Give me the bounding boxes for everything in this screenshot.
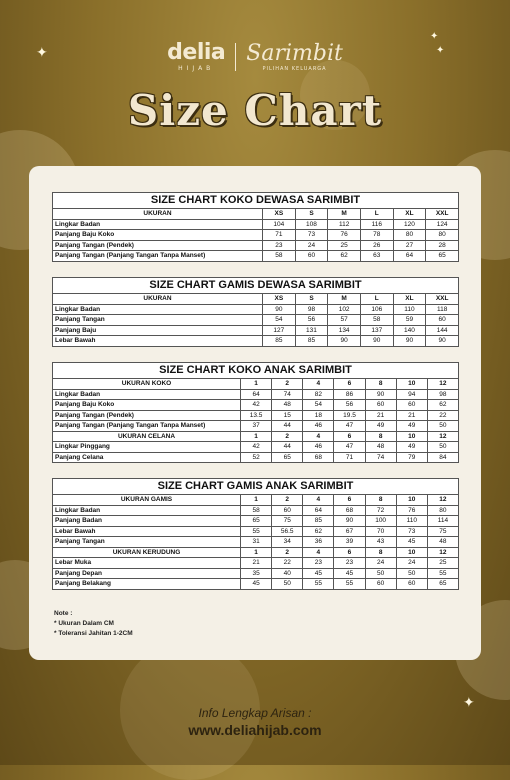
table-cell: 62 [427,400,458,411]
table-cell: 60 [272,505,303,516]
table-cell: 90 [328,336,361,347]
table-row [53,568,459,579]
table-cell: 43 [365,537,396,548]
table-header-row [53,495,459,506]
table-header-row [53,379,459,390]
table-title: SIZE CHART KOKO ANAK SARIMBIT [52,362,459,378]
table-header-cell: M [328,209,361,220]
table-header-cell: M [328,294,361,305]
table-header-cell: 10 [396,431,427,442]
row-label: Lebar Bawah [53,526,241,537]
row-label: Lingkar Pinggang [53,442,241,453]
table-header-cell: UKURAN [53,209,263,220]
table-cell: 75 [427,526,458,537]
table-header-cell: UKURAN KOKO [53,379,241,390]
table-cell: 59 [393,315,426,326]
size-table [52,378,459,463]
table-cell: 90 [365,389,396,400]
table-cell: 80 [427,505,458,516]
table-header-cell: XS [263,209,296,220]
table-header-cell: 2 [272,547,303,558]
table-cell: 70 [365,526,396,537]
table-cell: 110 [393,304,426,315]
row-label: Panjang Depan [53,568,241,579]
table-cell: 58 [241,505,272,516]
table-cell: 98 [427,389,458,400]
table-cell: 65 [272,452,303,463]
table-cell: 24 [365,558,396,569]
table-cell: 140 [393,325,426,336]
row-label: Lingkar Badan [53,304,263,315]
table-cell: 98 [295,304,328,315]
table-header-cell: 6 [334,547,365,558]
table-header-cell: 12 [427,379,458,390]
table-cell: 56 [295,315,328,326]
table-header-cell: 1 [241,379,272,390]
row-label: Panjang Baju Koko [53,400,241,411]
table-cell: 45 [396,537,427,548]
table-cell: 58 [360,315,393,326]
table-header-cell: XL [393,294,426,305]
table-header-cell: 1 [241,547,272,558]
table-cell: 68 [334,505,365,516]
size-table [52,494,459,590]
table-cell: 80 [393,230,426,241]
table-header-cell: 6 [334,379,365,390]
note-item: * Toleransi Jahitan 1-2CM [54,630,133,637]
footer-label: Info Lengkap Arisan : [198,706,312,720]
table-cell: 25 [328,240,361,251]
table-cell: 58 [263,251,296,262]
table-cell: 144 [426,325,459,336]
table-cell: 26 [360,240,393,251]
table-row [53,389,459,400]
table-header-cell: 4 [303,495,334,506]
table-row [53,516,459,527]
table-cell: 68 [303,452,334,463]
logo-divider [235,43,236,71]
table-header-row [53,547,459,558]
table-cell: 74 [272,389,303,400]
table-cell: 84 [427,452,458,463]
brand-name: delia [167,40,226,65]
table-header-cell: 4 [303,431,334,442]
table-cell: 44 [272,442,303,453]
table-cell: 48 [427,537,458,548]
table-cell: 28 [426,240,459,251]
table-cell: 35 [241,568,272,579]
table-cell: 108 [295,219,328,230]
table-cell: 45 [303,568,334,579]
table-row [53,526,459,537]
table-header-cell: UKURAN KERUDUNG [53,547,241,558]
brand-subtitle: HIJAB [178,65,215,72]
table-title: SIZE CHART GAMIS DEWASA SARIMBIT [52,277,459,293]
table-row [53,410,459,421]
table-row [53,537,459,548]
table-cell: 21 [241,558,272,569]
table-cell: 21 [365,410,396,421]
table-header-cell: UKURAN GAMIS [53,495,241,506]
table-cell: 71 [263,230,296,241]
table-row [53,251,459,262]
table-cell: 72 [365,505,396,516]
table-title: SIZE CHART KOKO DEWASA SARIMBIT [52,192,459,208]
table-cell: 23 [334,558,365,569]
table-cell: 73 [295,230,328,241]
table-cell: 110 [396,516,427,527]
collection-subtitle: PILIHAN KELUARGA [262,65,327,72]
table-cell: 48 [365,442,396,453]
page-title: Size Chart [127,86,383,135]
table-cell: 39 [334,537,365,548]
table-row [53,442,459,453]
table-cell: 50 [427,421,458,432]
table-cell: 57 [328,315,361,326]
table-cell: 104 [263,219,296,230]
table-header-cell: S [295,209,328,220]
table-cell: 90 [334,516,365,527]
table-cell: 46 [303,421,334,432]
table-header-cell: 2 [272,379,303,390]
table-cell: 24 [396,558,427,569]
table-cell: 76 [396,505,427,516]
table-cell: 56.5 [272,526,303,537]
row-label: Panjang Baju Koko [53,230,263,241]
table-header-cell: 4 [303,379,334,390]
table-row [53,579,459,590]
table-cell: 18 [303,410,334,421]
table-header-row [53,431,459,442]
table-cell: 85 [295,336,328,347]
table-cell: 82 [303,389,334,400]
sparkle-icon: ✦ [430,31,439,42]
table-cell: 65 [241,516,272,527]
table-cell: 90 [393,336,426,347]
table-cell: 19.5 [334,410,365,421]
table-header-cell: L [360,294,393,305]
table-cell: 56 [334,400,365,411]
table-cell: 75 [272,516,303,527]
table-cell: 106 [360,304,393,315]
row-label: Panjang Badan [53,516,241,527]
table-row [53,219,459,230]
table-cell: 22 [427,410,458,421]
row-label: Panjang Tangan (Panjang Tangan Tanpa Manset) [53,251,263,262]
row-label: Panjang Tangan (Pendek) [53,410,241,421]
table-cell: 94 [396,389,427,400]
table-cell: 90 [263,304,296,315]
row-label: Panjang Baju [53,325,263,336]
table-gamis-dewasa [52,277,459,347]
table-cell: 47 [334,421,365,432]
table-cell: 50 [365,568,396,579]
row-label: Lebar Bawah [53,336,263,347]
table-cell: 37 [241,421,272,432]
table-cell: 27 [393,240,426,251]
table-header-cell: 8 [365,431,396,442]
table-cell: 60 [295,251,328,262]
table-cell: 124 [426,219,459,230]
table-cell: 50 [427,442,458,453]
table-row [53,558,459,569]
table-row [53,421,459,432]
table-cell: 60 [396,400,427,411]
table-cell: 55 [334,579,365,590]
table-header-cell: XS [263,294,296,305]
table-row [53,230,459,241]
sparkle-icon: ✦ [463,695,475,711]
row-label: Lingkar Badan [53,219,263,230]
table-row [53,240,459,251]
table-cell: 54 [263,315,296,326]
table-cell: 116 [360,219,393,230]
row-label: Panjang Tangan (Pendek) [53,240,263,251]
table-row [53,336,459,347]
table-header-cell: 8 [365,495,396,506]
table-cell: 64 [303,505,334,516]
table-cell: 85 [303,516,334,527]
sparkle-icon: ✦ [36,45,48,61]
table-header-cell: 2 [272,495,303,506]
table-cell: 112 [328,219,361,230]
notes [54,609,133,639]
table-cell: 131 [295,325,328,336]
table-cell: 36 [303,537,334,548]
table-cell: 25 [427,558,458,569]
table-cell: 24 [295,240,328,251]
table-cell: 50 [396,568,427,579]
table-cell: 60 [396,579,427,590]
size-table [52,293,459,347]
table-row [53,325,459,336]
table-header-row [53,209,459,220]
table-cell: 47 [334,442,365,453]
table-cell: 73 [396,526,427,537]
table-header-cell: 12 [427,547,458,558]
table-cell: 134 [328,325,361,336]
table-header-cell: XXL [426,209,459,220]
row-label: Lingkar Badan [53,389,241,400]
table-header-cell: 4 [303,547,334,558]
table-header-cell: 8 [365,379,396,390]
table-gamis-anak [52,478,459,590]
table-cell: 63 [360,251,393,262]
table-cell: 65 [427,579,458,590]
table-cell: 137 [360,325,393,336]
table-cell: 55 [241,526,272,537]
table-cell: 76 [328,230,361,241]
table-cell: 54 [303,400,334,411]
table-header-cell: XXL [426,294,459,305]
table-header-cell: UKURAN [53,294,263,305]
size-chart-card [29,166,481,660]
table-cell: 34 [272,537,303,548]
notes-heading: Note : [54,610,73,617]
table-header-cell: XL [393,209,426,220]
table-cell: 21 [396,410,427,421]
sparkle-icon: ✦ [436,45,445,56]
table-header-cell: 12 [427,495,458,506]
table-cell: 127 [263,325,296,336]
table-cell: 45 [334,568,365,579]
table-cell: 85 [263,336,296,347]
table-row [53,505,459,516]
table-cell: 120 [393,219,426,230]
table-cell: 71 [334,452,365,463]
table-cell: 42 [241,442,272,453]
table-header-cell: 1 [241,431,272,442]
table-header-cell: S [295,294,328,305]
collection-name: Sarimbit [246,40,343,66]
brand-logo [0,42,510,72]
table-header-cell: UKURAN CELANA [53,431,241,442]
table-cell: 49 [396,421,427,432]
table-cell: 45 [241,579,272,590]
table-koko-anak [52,362,459,463]
table-cell: 74 [365,452,396,463]
table-cell: 60 [426,315,459,326]
table-cell: 60 [365,579,396,590]
table-cell: 55 [427,568,458,579]
table-cell: 31 [241,537,272,548]
table-title: SIZE CHART GAMIS ANAK SARIMBIT [52,478,459,494]
table-cell: 40 [272,568,303,579]
table-cell: 55 [303,579,334,590]
table-header-cell: 6 [334,495,365,506]
row-label: Lingkar Badan [53,505,241,516]
table-cell: 15 [272,410,303,421]
table-cell: 64 [241,389,272,400]
table-cell: 102 [328,304,361,315]
table-cell: 90 [426,336,459,347]
table-cell: 49 [396,442,427,453]
table-cell: 86 [334,389,365,400]
table-row [53,304,459,315]
table-cell: 42 [241,400,272,411]
table-cell: 78 [360,230,393,241]
table-header-cell: 6 [334,431,365,442]
table-header-cell: 10 [396,495,427,506]
website-link[interactable]: www.deliahijab.com [188,722,322,738]
table-cell: 114 [427,516,458,527]
table-cell: 67 [334,526,365,537]
note-item: * Ukuran Dalam CM [54,620,114,627]
table-cell: 80 [426,230,459,241]
table-header-row [53,294,459,305]
table-cell: 46 [303,442,334,453]
table-cell: 22 [272,558,303,569]
table-row [53,315,459,326]
row-label: Panjang Celana [53,452,241,463]
table-cell: 65 [426,251,459,262]
table-cell: 44 [272,421,303,432]
row-label: Panjang Tangan (Panjang Tangan Tanpa Manset) [53,421,241,432]
table-cell: 60 [365,400,396,411]
table-cell: 23 [263,240,296,251]
table-header-cell: L [360,209,393,220]
table-cell: 23 [303,558,334,569]
table-cell: 118 [426,304,459,315]
row-label: Panjang Tangan [53,537,241,548]
table-cell: 90 [360,336,393,347]
row-label: Panjang Belakang [53,579,241,590]
table-cell: 50 [272,579,303,590]
table-row [53,452,459,463]
table-cell: 13.5 [241,410,272,421]
table-koko-dewasa [52,192,459,262]
table-header-cell: 10 [396,379,427,390]
table-cell: 62 [328,251,361,262]
row-label: Lebar Muka [53,558,241,569]
table-row [53,400,459,411]
row-label: Panjang Tangan [53,315,263,326]
table-header-cell: 2 [272,431,303,442]
table-cell: 48 [272,400,303,411]
table-cell: 100 [365,516,396,527]
table-cell: 79 [396,452,427,463]
table-header-cell: 8 [365,547,396,558]
table-header-cell: 12 [427,431,458,442]
table-cell: 49 [365,421,396,432]
table-header-cell: 10 [396,547,427,558]
table-header-cell: 1 [241,495,272,506]
size-table [52,208,459,262]
table-cell: 64 [393,251,426,262]
table-cell: 52 [241,452,272,463]
table-cell: 62 [303,526,334,537]
